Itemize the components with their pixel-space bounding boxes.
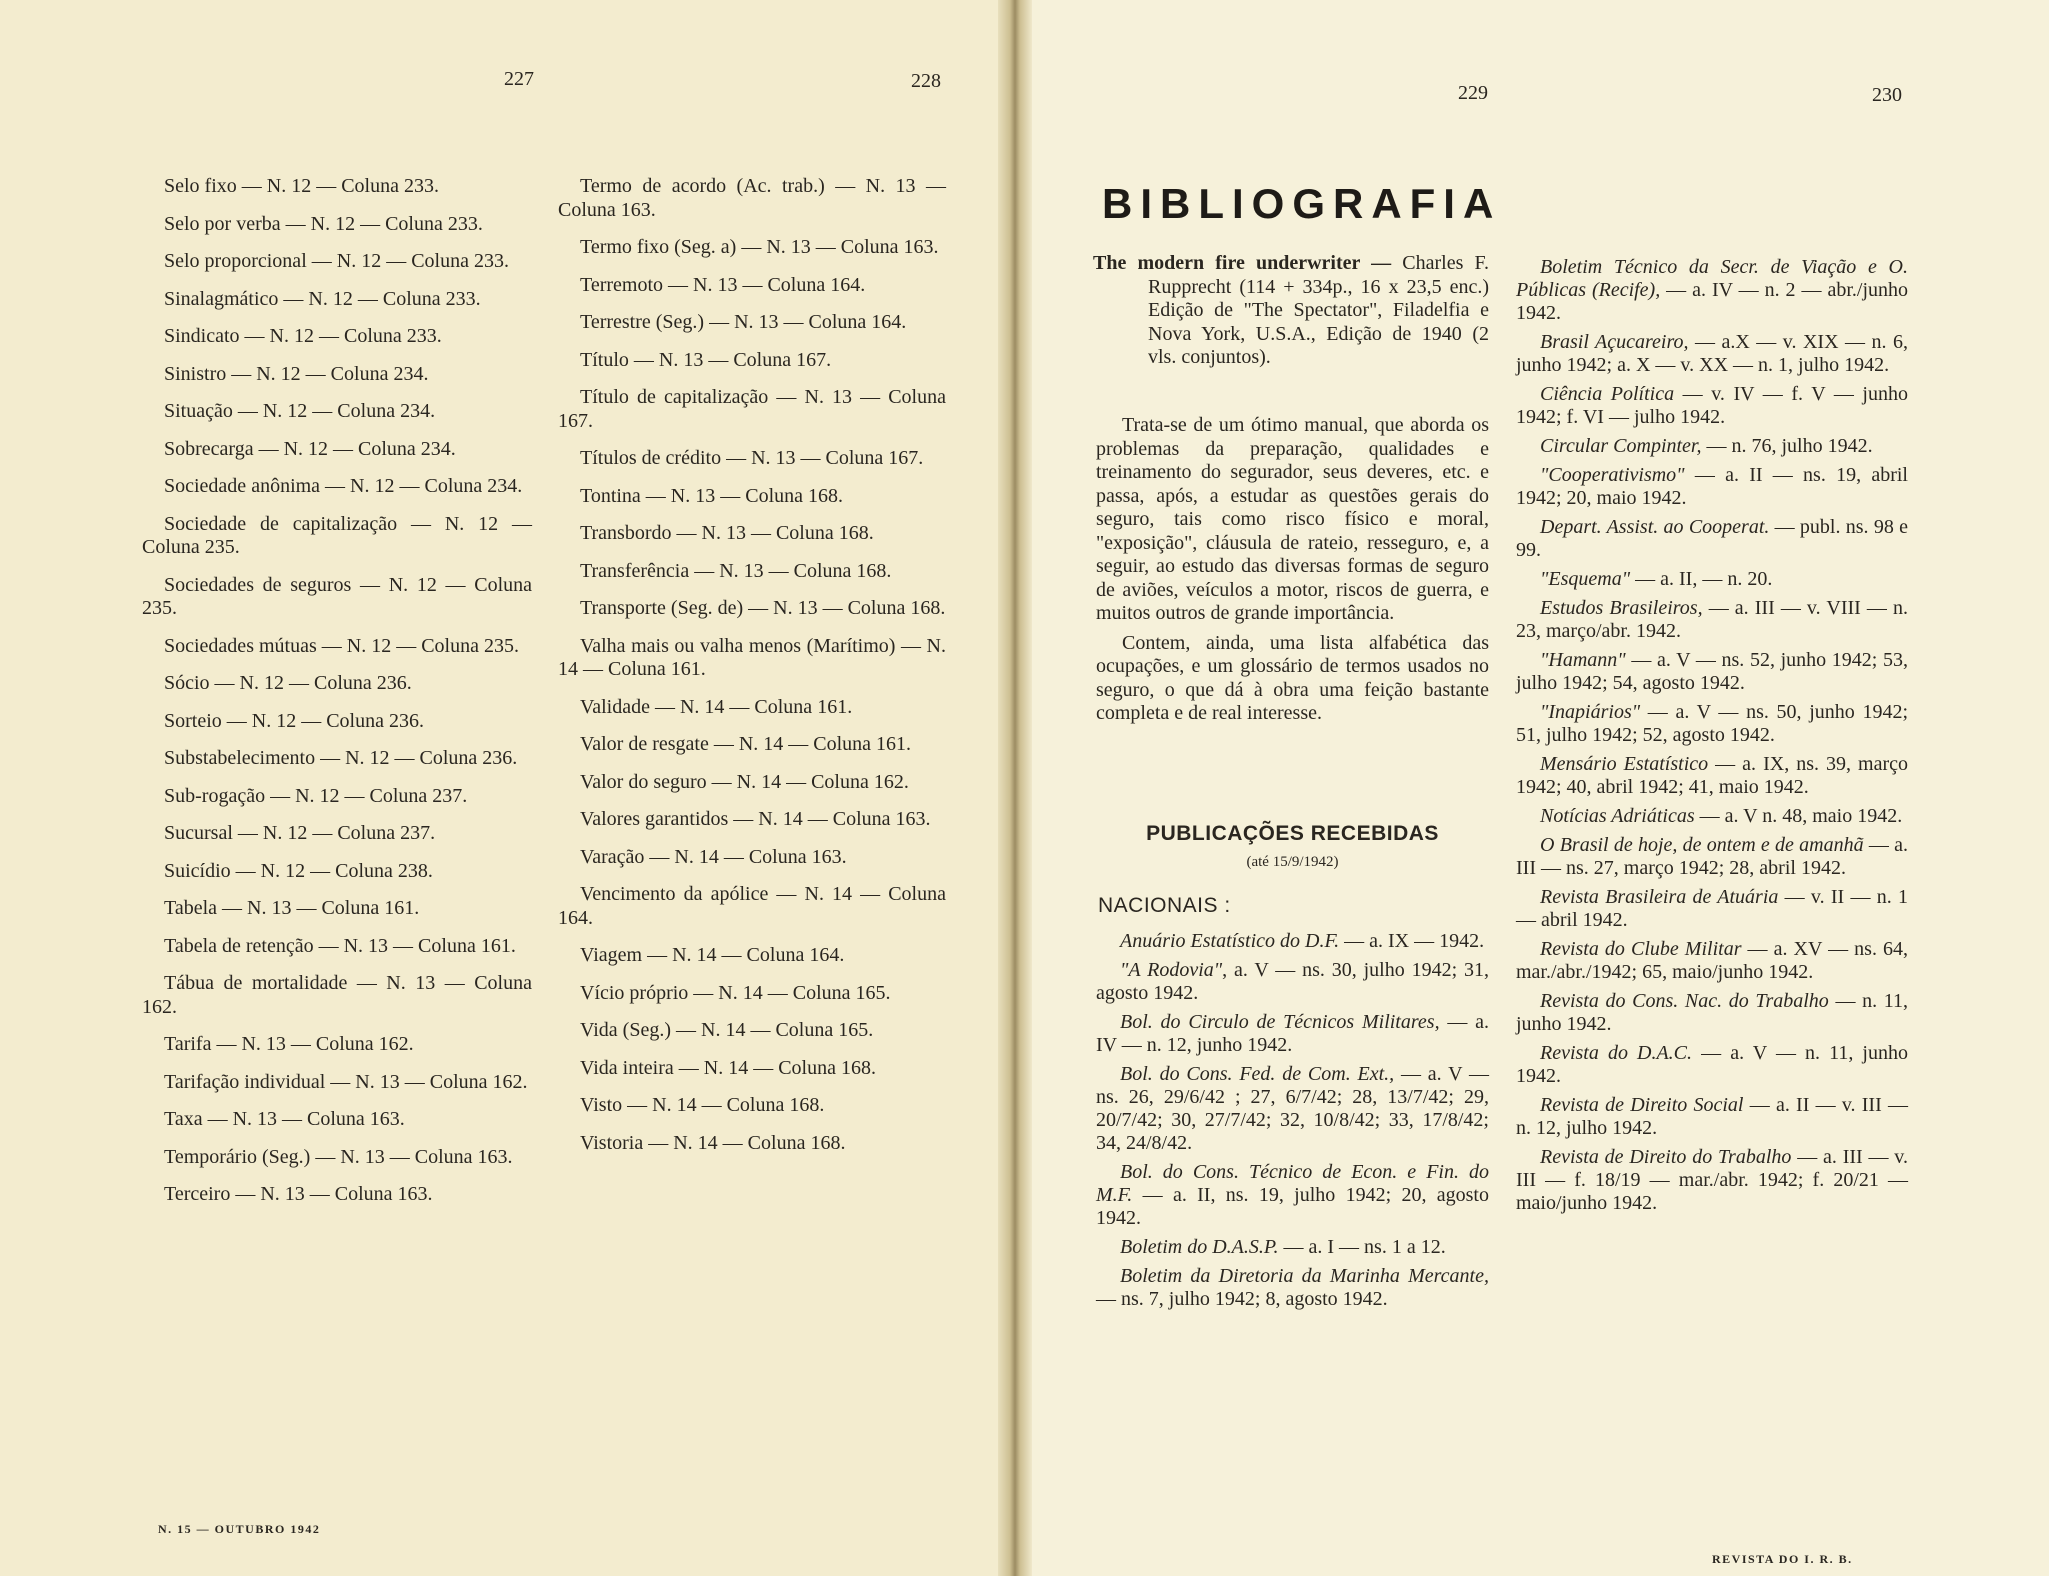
book-gutter	[998, 0, 1032, 1576]
publication-details: — a. III — ns. 27, março 1942; 28, abril 1942.	[1516, 834, 1908, 879]
publication-details: — a. XV — ns. 64, mar./abr./1942; 65, maio/junho 1942.	[1516, 938, 1909, 983]
book-review	[1096, 414, 1489, 732]
publication-title: Bol. do Circulo de Técnicos Militares,	[1120, 1011, 1440, 1033]
publication-title: "Inapiários"	[1540, 701, 1641, 723]
publication-details: — a. IV — n. 2 — abr./junho 1942.	[1516, 279, 1908, 324]
publication-entry	[1516, 753, 1908, 799]
publication-entry	[1516, 938, 1908, 984]
index-entry: Situação — N. 12 — Coluna 234.	[164, 400, 436, 422]
review-paragraph: Contem, ainda, uma lista alfabética das ocupações, e um glossário de termos usados no seguro, o que dá à obra uma feição bastante completa e de real interesse.	[1096, 631, 1489, 724]
publication-entry	[1516, 597, 1908, 643]
book-details: Charles F. Rupprecht (114 + 334p., 16 x 23,5 enc.) Edição de "The Spectator", Filadelfia e Nova York, U.S.A., Edição de 1940 (2 vls. conjuntos).	[1148, 252, 1489, 368]
index-entry: Título — N. 13 — Coluna 167.	[580, 348, 832, 371]
review-paragraph: Trata-se de um ótimo manual, que aborda os problemas da preparação, qualidades e treinamento do segurador, seus deveres, etc. e passa, após, a estudar as questões gerais do seguro, tais como risco físico e moral, "exposição", cláusula de rateio, resseguro, e, a seguir, ao estudo das diversas formas de seguro de aviões, veículos a motor, riscos de guerra, e muitos outros de grande importância.	[1096, 414, 1489, 624]
index-entry: Sinalagmático — N. 12 — Coluna 233.	[164, 287, 481, 310]
page-number: 227	[504, 68, 534, 90]
right-footer: REVISTA DO I. R. B.	[1712, 1552, 1853, 1566]
index-entry: Termo fixo (Seg. a) — N. 13 — Coluna 163.	[580, 236, 939, 258]
publication-title: O Brasil de hoje, de ontem e de amanhã	[1540, 834, 1864, 856]
publication-title: Revista de Direito Social	[1540, 1094, 1744, 1116]
publication-title: Circular Compinter,	[1540, 435, 1702, 457]
publication-title: Revista Brasileira de Atuária	[1540, 886, 1779, 908]
publication-entry	[1516, 256, 1908, 325]
publication-title: "Esquema"	[1540, 568, 1631, 590]
publication-details: — publ. ns. 98 e 99.	[1516, 516, 1908, 561]
publication-title: Ciência Política	[1540, 383, 1675, 405]
index-entry: Vida (Seg.) — N. 14 — Coluna 165.	[580, 1019, 874, 1041]
publication-details: — a. IX, ns. 39, março 1942; 40, abril 1942; 41, maio 1942.	[1516, 753, 1909, 798]
index-entry: Sinistro — N. 12 — Coluna 234.	[164, 362, 429, 385]
index-entry: Validade — N. 14 — Coluna 161.	[580, 695, 853, 718]
index-entry: Transporte (Seg. de) — N. 13 — Coluna 168.	[580, 597, 946, 619]
publications-heading: PUBLICAÇÕES RECEBIDAS	[1146, 822, 1439, 845]
publication-title: Mensário Estatístico	[1540, 753, 1709, 775]
publication-entry	[1516, 1146, 1908, 1215]
index-entry: Sócio — N. 12 — Coluna 236.	[164, 672, 412, 694]
index-entry: Tarifação individual — N. 13 — Coluna 162.	[164, 1070, 528, 1093]
publication-details: — a. II, — n. 20.	[1630, 568, 1773, 590]
index-entry: Vistoria — N. 14 — Coluna 168.	[580, 1131, 846, 1154]
publication-entry	[1516, 649, 1908, 695]
publication-title: Anuário Estatístico do D.F.	[1120, 930, 1340, 952]
index-entry: Sub-rogação — N. 12 — Coluna 237.	[164, 784, 468, 807]
publication-details: — a.X — v. XIX — n. 6, junho 1942; a. X — v. XX — n. 1, julho 1942.	[1516, 331, 1908, 376]
index-entry: Temporário (Seg.) — N. 13 — Coluna 163.	[164, 1145, 513, 1168]
index-entry: Tarifa — N. 13 — Coluna 162.	[164, 1033, 414, 1055]
index-entry: Selo fixo — N. 12 — Coluna 233.	[164, 175, 439, 197]
index-entry: Vencimento da apólice — N. 14 — Coluna 164.	[558, 883, 946, 929]
publication-details: — a. IX — 1942.	[1339, 930, 1485, 952]
index-entry: Terremoto — N. 13 — Coluna 164.	[580, 273, 866, 296]
publication-entry	[1096, 930, 1489, 953]
publication-title: Boletim da Diretoria da Marinha Mercante,	[1120, 1265, 1489, 1287]
publication-entry	[1096, 1063, 1489, 1155]
index-entry: Valor de resgate — N. 14 — Coluna 161.	[580, 733, 912, 755]
publication-details: — a. III — v. III — f. 18/19 — mar./abr. 1942; f. 20/21 — maio/junho 1942.	[1516, 1146, 1909, 1214]
index-entry: Sociedades mútuas — N. 12 — Coluna 235.	[164, 634, 519, 657]
index-entry: Sociedades de seguros — N. 12 — Coluna 235.	[142, 573, 532, 619]
index-entry: Terceiro — N. 13 — Coluna 163.	[164, 1183, 433, 1205]
publication-title: Boletim Técnico da Secr. de Viação e O. Públicas (Recife),	[1516, 256, 1908, 301]
left-footer: N. 15 — OUTUBRO 1942	[158, 1522, 321, 1536]
index-entry: Vício próprio — N. 14 — Coluna 165.	[580, 981, 891, 1004]
publication-entry	[1516, 1042, 1908, 1088]
publication-title: "Cooperativismo"	[1540, 464, 1685, 486]
page-number: 229	[1458, 82, 1488, 104]
index-entry: Valha mais ou valha menos (Marítimo) — N. 14 — Coluna 161.	[558, 634, 946, 680]
publication-details: — n. 76, julho 1942.	[1701, 435, 1873, 457]
publication-entry	[1096, 1265, 1489, 1311]
index-entry: Sindicato — N. 12 — Coluna 233.	[164, 325, 442, 347]
index-entry: Título de capitalização — N. 13 — Coluna 167.	[558, 386, 946, 432]
publication-title: Boletim do D.A.S.P.	[1120, 1236, 1279, 1258]
publication-title: Revista de Direito do Trabalho	[1540, 1146, 1792, 1168]
publication-details: — a. IV — n. 12, junho 1942.	[1096, 1011, 1489, 1056]
index-entry: Transbordo — N. 13 — Coluna 168.	[580, 522, 874, 544]
publication-title: Revista do D.A.C.	[1540, 1042, 1693, 1064]
publication-entry	[1096, 1161, 1489, 1230]
index-entry: Tabela de retenção — N. 13 — Coluna 161.	[164, 934, 516, 957]
index-column-1	[142, 175, 532, 1221]
publication-entry	[1096, 1011, 1489, 1057]
publication-title: Revista do Cons. Nac. do Trabalho	[1540, 990, 1829, 1012]
index-entry: Suicídio — N. 12 — Coluna 238.	[164, 859, 433, 882]
index-entry: Taxa — N. 13 — Coluna 163.	[164, 1108, 405, 1130]
publication-entry	[1516, 990, 1908, 1036]
publication-entry	[1516, 383, 1908, 429]
book-title: The modern fire underwriter —	[1093, 252, 1392, 274]
index-entry: Selo por verba — N. 12 — Coluna 233.	[164, 212, 483, 235]
index-entry: Títulos de crédito — N. 13 — Coluna 167.	[580, 447, 924, 469]
publication-title: Revista do Clube Militar	[1540, 938, 1742, 960]
index-entry: Sociedade anônima — N. 12 — Coluna 234.	[164, 475, 523, 497]
index-entry: Valor do seguro — N. 14 — Coluna 162.	[580, 770, 909, 793]
publication-details: — ns. 7, julho 1942; 8, agosto 1942.	[1096, 1288, 1388, 1310]
publications-column-1	[1096, 930, 1489, 1317]
publication-details: — a. I — ns. 1 a 12.	[1278, 1236, 1446, 1258]
publication-details: — a. V — n. 11, junho 1942.	[1516, 1042, 1908, 1087]
publication-details: — a. II — ns. 19, abril 1942; 20, maio 1942.	[1516, 464, 1908, 509]
publication-details: — a. V — ns. 52, junho 1942; 53, julho 1942; 54, agosto 1942.	[1516, 649, 1908, 694]
index-entry: Sobrecarga — N. 12 — Coluna 234.	[164, 437, 456, 460]
publication-entry	[1096, 1236, 1489, 1259]
index-entry: Visto — N. 14 — Coluna 168.	[580, 1094, 825, 1116]
index-entry: Tontina — N. 13 — Coluna 168.	[580, 484, 844, 507]
publication-entry	[1516, 464, 1908, 510]
page-number: 230	[1872, 84, 1902, 106]
publication-title: Bol. do Cons. Fed. de Com. Ext.,	[1120, 1063, 1395, 1085]
index-entry: Sucursal — N. 12 — Coluna 237.	[164, 822, 436, 844]
index-entry: Tábua de mortalidade — N. 13 — Coluna 162.	[142, 972, 532, 1018]
publication-title: Depart. Assist. ao Cooperat.	[1540, 516, 1770, 538]
index-entry: Viagem — N. 14 — Coluna 164.	[580, 944, 845, 966]
index-column-2	[558, 175, 946, 1169]
publication-entry	[1516, 516, 1908, 562]
index-entry: Valores garantidos — N. 14 — Coluna 163.	[580, 808, 931, 830]
index-entry: Varação — N. 14 — Coluna 163.	[580, 845, 847, 868]
publication-entry	[1516, 435, 1908, 458]
index-entry: Substabelecimento — N. 12 — Coluna 236.	[164, 747, 518, 769]
publication-entry	[1516, 834, 1908, 880]
publication-title: Notícias Adriáticas	[1540, 805, 1695, 827]
publication-details: — v. IV — f. V — junho 1942; f. VI — julho 1942.	[1516, 383, 1908, 428]
publication-entry	[1516, 805, 1908, 828]
publication-title: Estudos Brasileiros,	[1540, 597, 1703, 619]
publication-entry	[1516, 1094, 1908, 1140]
publication-details: — a. II — v. III — n. 12, julho 1942.	[1516, 1094, 1908, 1139]
index-entry: Selo proporcional — N. 12 — Coluna 233.	[164, 250, 509, 272]
index-entry: Transferência — N. 13 — Coluna 168.	[580, 559, 892, 582]
section-title: BIBLIOGRAFIA	[1102, 180, 1502, 227]
publication-details: — a. V — ns. 50, junho 1942; 51, julho 1942; 52, agosto 1942.	[1516, 701, 1908, 746]
index-entry: Termo de acordo (Ac. trab.) — N. 13 — Coluna 163.	[558, 175, 946, 221]
publication-details: — a. III — v. VIII — n. 23, março/abr. 1942.	[1516, 597, 1908, 642]
index-entry: Terrestre (Seg.) — N. 13 — Coluna 164.	[580, 311, 907, 333]
publication-title: "Hamann"	[1540, 649, 1626, 671]
publication-details: — a. V — ns. 26, 29/6/42 ; 27, 6/7/42; 28, 13/7/42; 29, 20/7/42; 30, 27/7/42; 32, 10/8/42; 33, 17/8/42; 34, 24/8/42.	[1096, 1063, 1489, 1154]
publication-entry	[1516, 886, 1908, 932]
book-entry	[1093, 252, 1489, 370]
publication-title: Brasil Açucareiro,	[1540, 331, 1689, 353]
publications-column-2	[1516, 256, 1908, 1221]
publication-entry	[1516, 331, 1908, 377]
index-entry: Vida inteira — N. 14 — Coluna 168.	[580, 1056, 876, 1079]
publication-details: — a. V n. 48, maio 1942.	[1694, 805, 1903, 827]
index-entry: Tabela — N. 13 — Coluna 161.	[164, 897, 420, 919]
publication-entry	[1516, 701, 1908, 747]
publication-title: Bol. do Cons. Técnico de Econ. e Fin. do M.F.	[1096, 1161, 1489, 1206]
publication-title: "A Rodovia"	[1120, 959, 1223, 981]
nacionais-label: NACIONAIS :	[1098, 894, 1231, 917]
publication-details: — v. II — n. 1 — abril 1942.	[1516, 886, 1909, 931]
index-entry: Sorteio — N. 12 — Coluna 236.	[164, 709, 424, 732]
publication-details: — a. II, ns. 19, julho 1942; 20, agosto 1942.	[1096, 1184, 1489, 1229]
publications-date: (até 15/9/1942)	[1246, 854, 1339, 870]
publication-details: , a. V — ns. 30, julho 1942; 31, agosto 1942.	[1096, 959, 1489, 1004]
index-entry: Sociedade de capitalização — N. 12 — Coluna 235.	[142, 512, 532, 558]
publication-entry	[1096, 959, 1489, 1005]
publication-entry	[1516, 568, 1908, 591]
page-number: 228	[911, 70, 941, 92]
publication-details: — n. 11, junho 1942.	[1516, 990, 1908, 1035]
